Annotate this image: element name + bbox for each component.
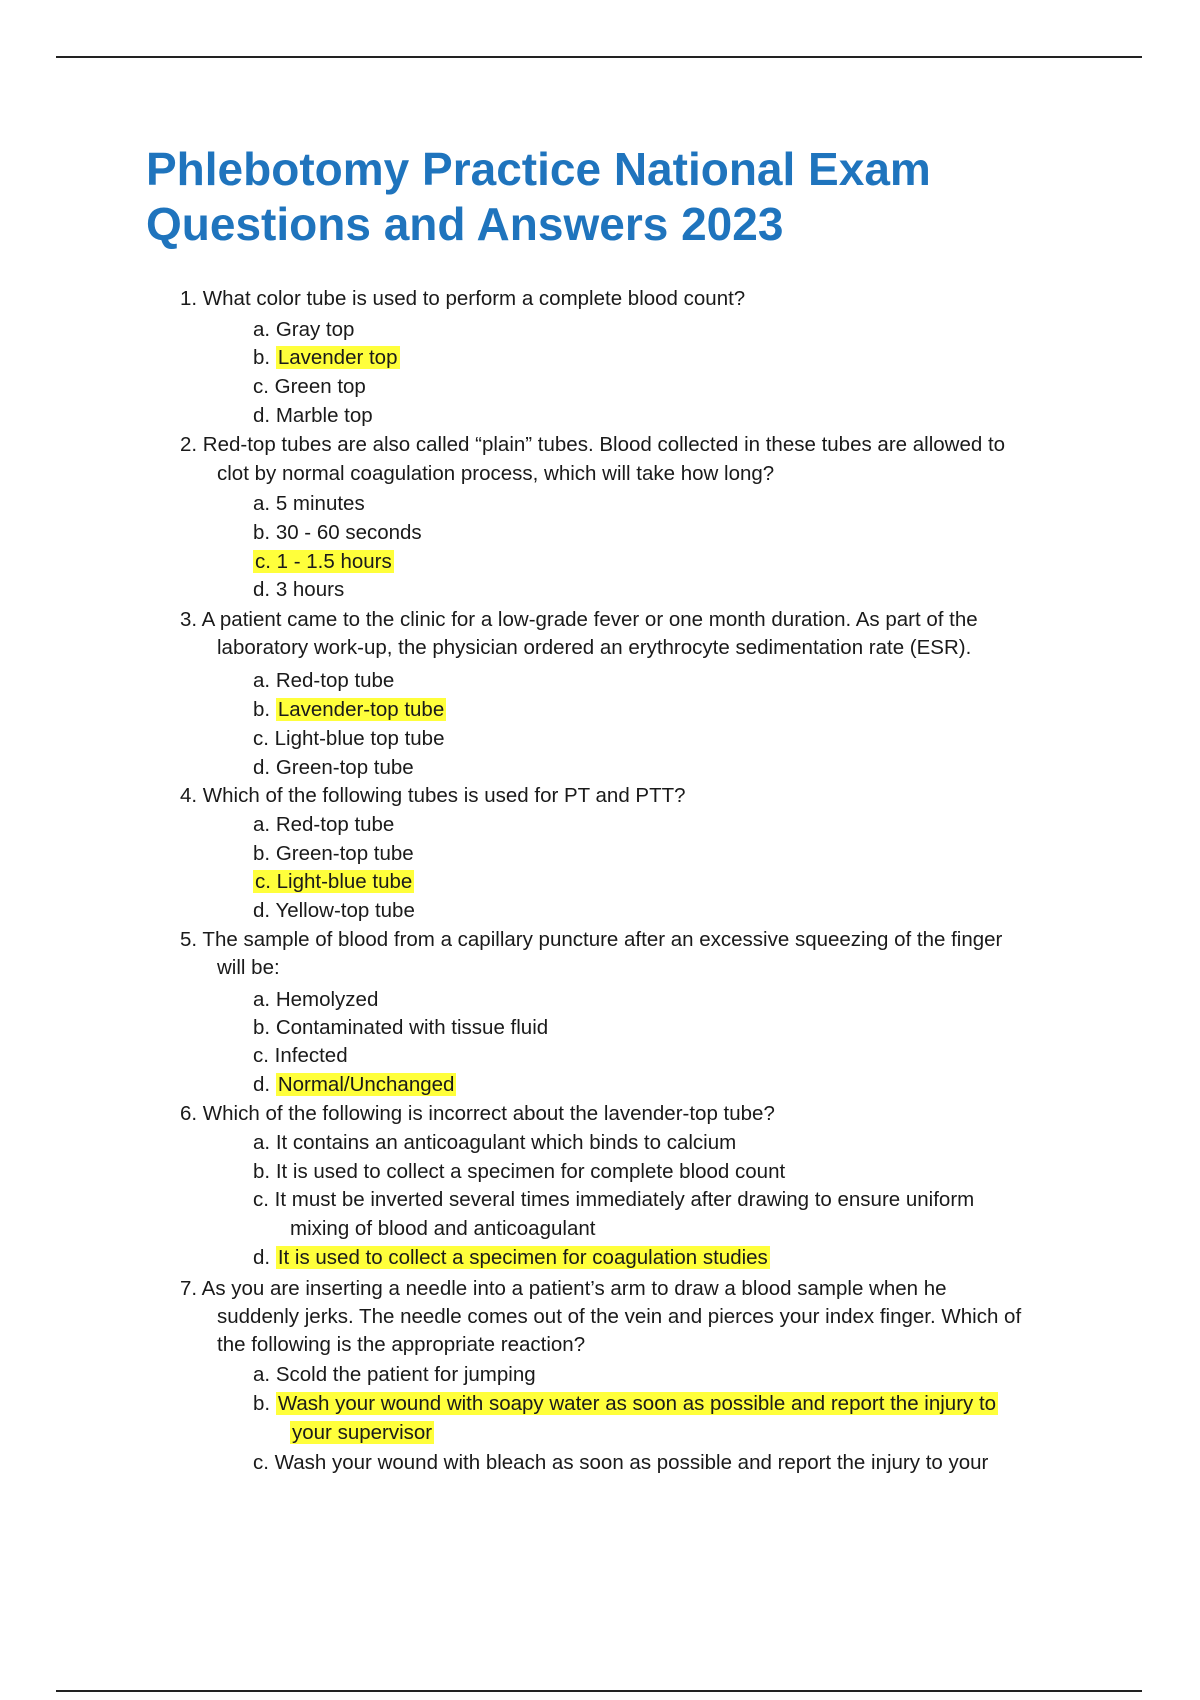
question-5-text-cont: will be: <box>217 956 280 979</box>
q4-option-a: a. Red-top tube <box>253 813 395 836</box>
highlight: c. Light-blue tube <box>255 870 413 893</box>
highlight: It is used to collect a specimen for coagulation studies <box>277 1246 768 1269</box>
q2-option-b: b. 30 - 60 seconds <box>253 521 422 544</box>
q7-option-b-cont <box>290 1420 434 1446</box>
question-7-text: 7. As you are inserting a needle into a patient’s arm to draw a blood sample when he <box>180 1277 947 1300</box>
q7-option-a: a. Scold the patient for jumping <box>253 1363 536 1386</box>
highlight: your supervisor <box>292 1421 433 1444</box>
q6-option-d: d. It is used to collect a specimen for coagulation studies <box>253 1246 768 1269</box>
question-3-text-cont: laboratory work-up, the physician ordered an erythrocyte sedimentation rate (ESR). <box>217 636 972 659</box>
q6-option-b: b. It is used to collect a specimen for complete blood count <box>253 1160 786 1183</box>
header-rule <box>56 56 1142 58</box>
highlight: Lavender top <box>277 346 398 369</box>
q2-option-c <box>253 549 394 575</box>
q5-option-b: b. Contaminated with tissue fluid <box>253 1016 549 1039</box>
question-7-text-cont-1: suddenly jerks. The needle comes out of the vein and pierces your index finger. Which of <box>217 1305 1022 1328</box>
question-4-text: 4. Which of the following tubes is used for PT and PTT? <box>180 784 686 807</box>
question-2-text: 2. Red-top tubes are also called “plain” tubes. Blood collected in these tubes are allowed to <box>180 433 1006 456</box>
q5-option-c: c. Infected <box>253 1044 348 1067</box>
question-1-text: 1. What color tube is used to perform a complete blood count? <box>180 287 746 310</box>
highlight: Normal/Unchanged <box>277 1073 455 1096</box>
footer-rule <box>56 1690 1142 1692</box>
q7-option-b: b. Wash your wound with soapy water as soon as possible and report the injury to <box>253 1392 997 1415</box>
q6-option-c-cont: mixing of blood and anticoagulant <box>290 1217 596 1240</box>
question-7-text-cont-2: the following is the appropriate reaction? <box>217 1333 586 1356</box>
q2-option-d: d. 3 hours <box>253 578 345 601</box>
title-line-2: Questions and Answers 2023 <box>146 198 784 250</box>
q3-option-b: b. Lavender-top tube <box>253 698 445 721</box>
question-3-text: 3. A patient came to the clinic for a low-grade fever or one month duration. As part of the <box>180 608 978 631</box>
q6-option-a: a. It contains an anticoagulant which binds to calcium <box>253 1131 737 1154</box>
q7-option-c: c. Wash your wound with bleach as soon as possible and report the injury to your <box>253 1451 989 1474</box>
title-line-1: Phlebotomy Practice National Exam <box>146 143 931 195</box>
q4-option-b: b. Green-top tube <box>253 842 414 865</box>
highlight: Wash your wound with soapy water as soon as possible and report the injury to <box>277 1392 997 1415</box>
highlight: c. 1 - 1.5 hours <box>255 550 392 573</box>
question-6-text: 6. Which of the following is incorrect about the lavender-top tube? <box>180 1102 775 1125</box>
q1-option-d: d. Marble top <box>253 404 373 427</box>
question-5-text: 5. The sample of blood from a capillary puncture after an excessive squeezing of the finger <box>180 928 1003 951</box>
q3-option-d: d. Green-top tube <box>253 756 414 779</box>
q5-option-a: a. Hemolyzed <box>253 988 379 1011</box>
q3-option-c: c. Light-blue top tube <box>253 727 445 750</box>
q2-option-a: a. 5 minutes <box>253 492 365 515</box>
q1-option-a: a. Gray top <box>253 318 355 341</box>
document-title <box>146 142 1106 252</box>
q5-option-d: d. Normal/Unchanged <box>253 1073 455 1096</box>
q3-option-a: a. Red-top tube <box>253 669 395 692</box>
q4-option-c <box>253 869 414 895</box>
q1-option-b: b. Lavender top <box>253 346 398 369</box>
q1-option-c: c. Green top <box>253 375 366 398</box>
q6-option-c: c. It must be inverted several times immediately after drawing to ensure uniform <box>253 1188 975 1211</box>
q4-option-d: d. Yellow-top tube <box>253 899 415 922</box>
question-2-text-cont: clot by normal coagulation process, which will take how long? <box>217 462 775 485</box>
highlight: Lavender-top tube <box>277 698 445 721</box>
